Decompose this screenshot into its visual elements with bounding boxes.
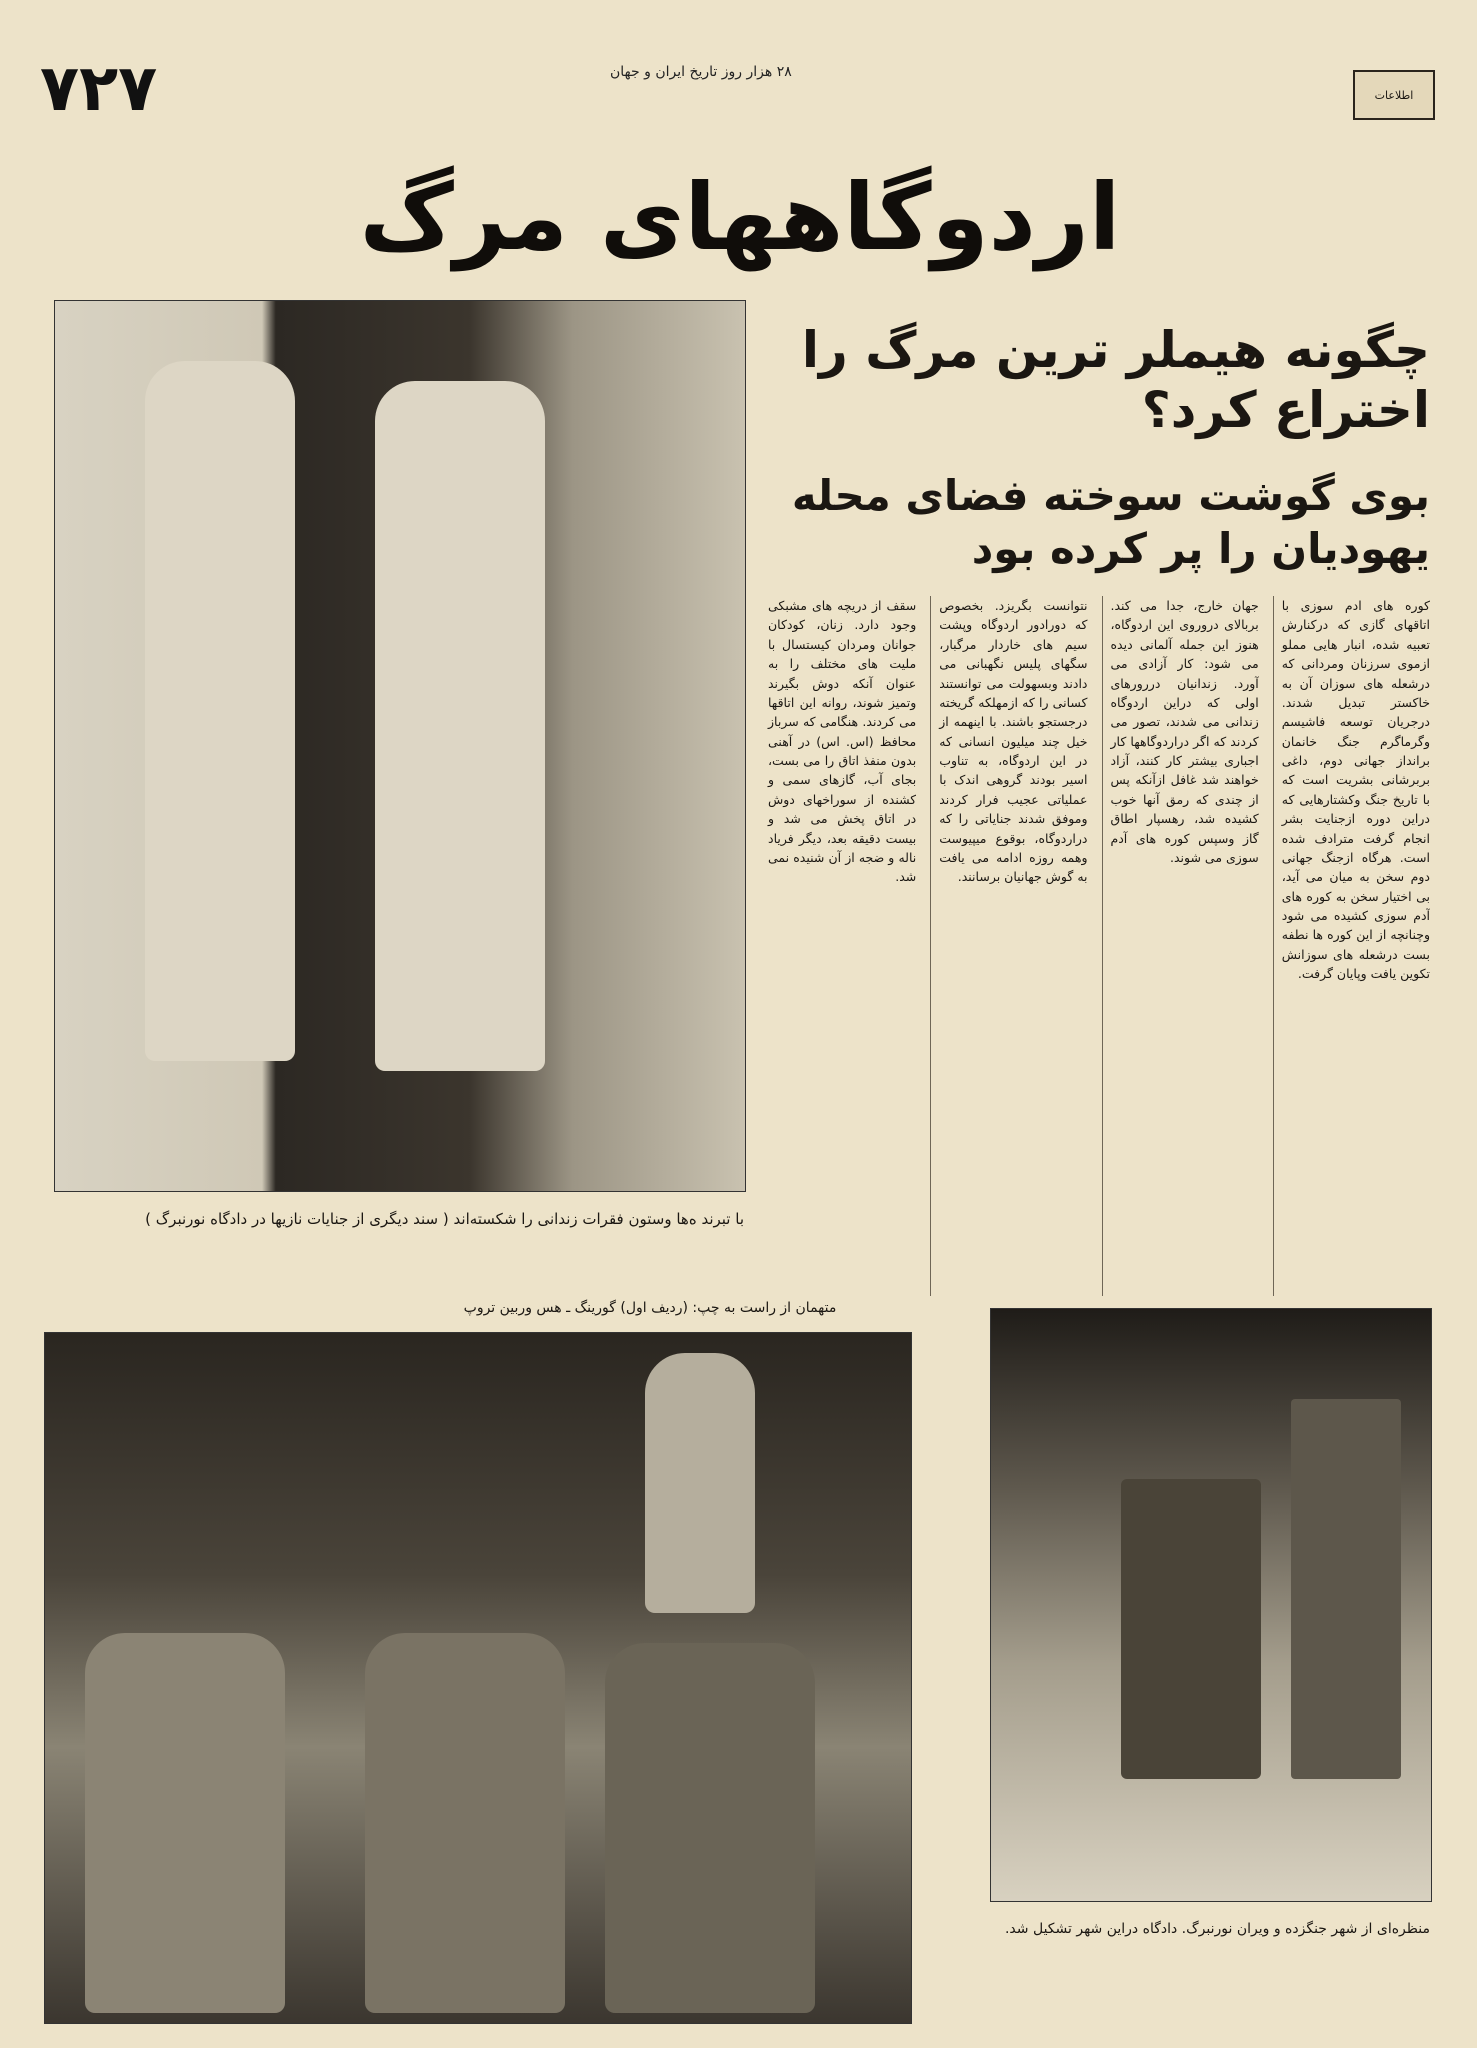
guard-figure [645,1353,755,1613]
prisoners-photo [54,300,746,1192]
article-column: کوره های ادم سوزی با اتاقهای گازی که درکنارش تعبیه شده، انبار هایی مملو ازموی سرزنان ومردانی که درشعله های سوزان آن به خاکستر تبدیل شدند. درجریان توسعه فاشیسم وگرماگرم جنگ خانمان برانداز جهانی دوم، داغی بربرشانی بشریت است که با تاریخ جنگ وکشتارهایی که دراین دوره ازجنایت بشر انجام گرفت مترادف شده است. هرگاه ازجنگ جهانی دوم سخن به میان می آید، بی اختیار سخن به کوره های آدم سوزی کشیده می شود وچنانچه از این کوره ها نطفه بست درشعله های سوزانش تکوین یافت وپایان گرفت. [1273,596,1430,1296]
defendant-figure [365,1633,565,2013]
article-column: جهان خارج، جدا می کند. بربالای دروروی این اردوگاه، هنوز این جمله آلمانی دیده می شود: کار آزادی می آورد. زندانیان دررورهای اولی که دراین اردوگاه زندانی می شدند، تصور می کردند که اگر دراردوگاهها کار اجباری بیشتر کار کنند، آزاد خواهند شد غافل ازآنکه پس از چندی که رمق آنها خوب کشیده شد، رهسپار اطاق گاز وسپس کوره های آدم سوزی می شوند. [1102,596,1259,1296]
prisoner-figure-left [145,361,295,1061]
subheadline-first: چگونه هیملر ترین مرگ را اختراع کرد؟ [801,321,1430,439]
subheadline-second: بوی گوشت سوخته فضای محله یهودیان را پر کرده بود [791,471,1430,573]
article-column: سقف از دریچه های مشبکی وجود دارد. زنان، کودکان جوانان ومردان کیستسال با ملیت های مختلف را به عنوان آنکه دوش بگیرند وتمیز شوند، روانه این اتاقها می کردند. هنگامی که سرباز محافظ (اس. اس) در آهنی بدون منفذ اتاق را می بست، بجای آب، گازهای سمی و کشنده از سوراخهای دوش در اتاق پخش می شد و بیست دقیقه بعد، دیگر فریاد ناله و ضجه از آن شنیده نمی شد. [768,598,917,885]
publication-logo [1353,70,1435,120]
defendant-figure [605,1643,815,2013]
city-photo-caption: منظره‌ای از شهر جنگزده و ویران نورنبرگ. دادگاه دراین شهر تشکیل شد. [1004,1921,1430,1937]
defendant-figure [85,1633,285,2013]
series-title: ۲۸ هزار روز تاریخ ایران و جهان [610,64,792,80]
prisoners-photo-caption: با تبرند ه‌ها وستون فقرات زندانی را شکسته‌اند ( سند دیگری از جنایات نازیها در دادگاه نورنبرگ ) [145,1210,744,1228]
prisoner-figure-right [375,381,545,1071]
ruined-city-photo [990,1308,1432,1902]
nuremberg-trial-photo [44,1332,912,2024]
logo-text: اطلاعات [1374,88,1414,102]
headline: اردوگاههای مرگ [359,164,1121,271]
page-number: ۷۲۷ [40,52,158,126]
article-body [760,596,1430,1296]
building-ruin [1291,1399,1401,1779]
article-column: نتوانست بگریزد. بخصوص که دورادور اردوگاه وپشت سیم های خاردار مرگبار، سگهای پلیس نگهبانی می دادند وبسهولت می توانستند کسانی را که ازمهلکه گریخته درجستجو باشند. با اینهمه از خیل چند میلیون انسانی که در این اردوگاه، به تناوب اسیر بودند گروهی اندک با عملیاتی عجیب فرار کردند وموفق شدند جنایاتی را که دراردوگاه، بوقوع میپیوست وهمه روزه ادامه می یافت به گوش جهانیان برسانند. [930,596,1087,1296]
trial-photo-caption: متهمان از راست به چپ: (ردیف اول) گورینگ ـ هس وربین تروپ [463,1300,837,1316]
cathedral-ruin [1121,1479,1261,1779]
